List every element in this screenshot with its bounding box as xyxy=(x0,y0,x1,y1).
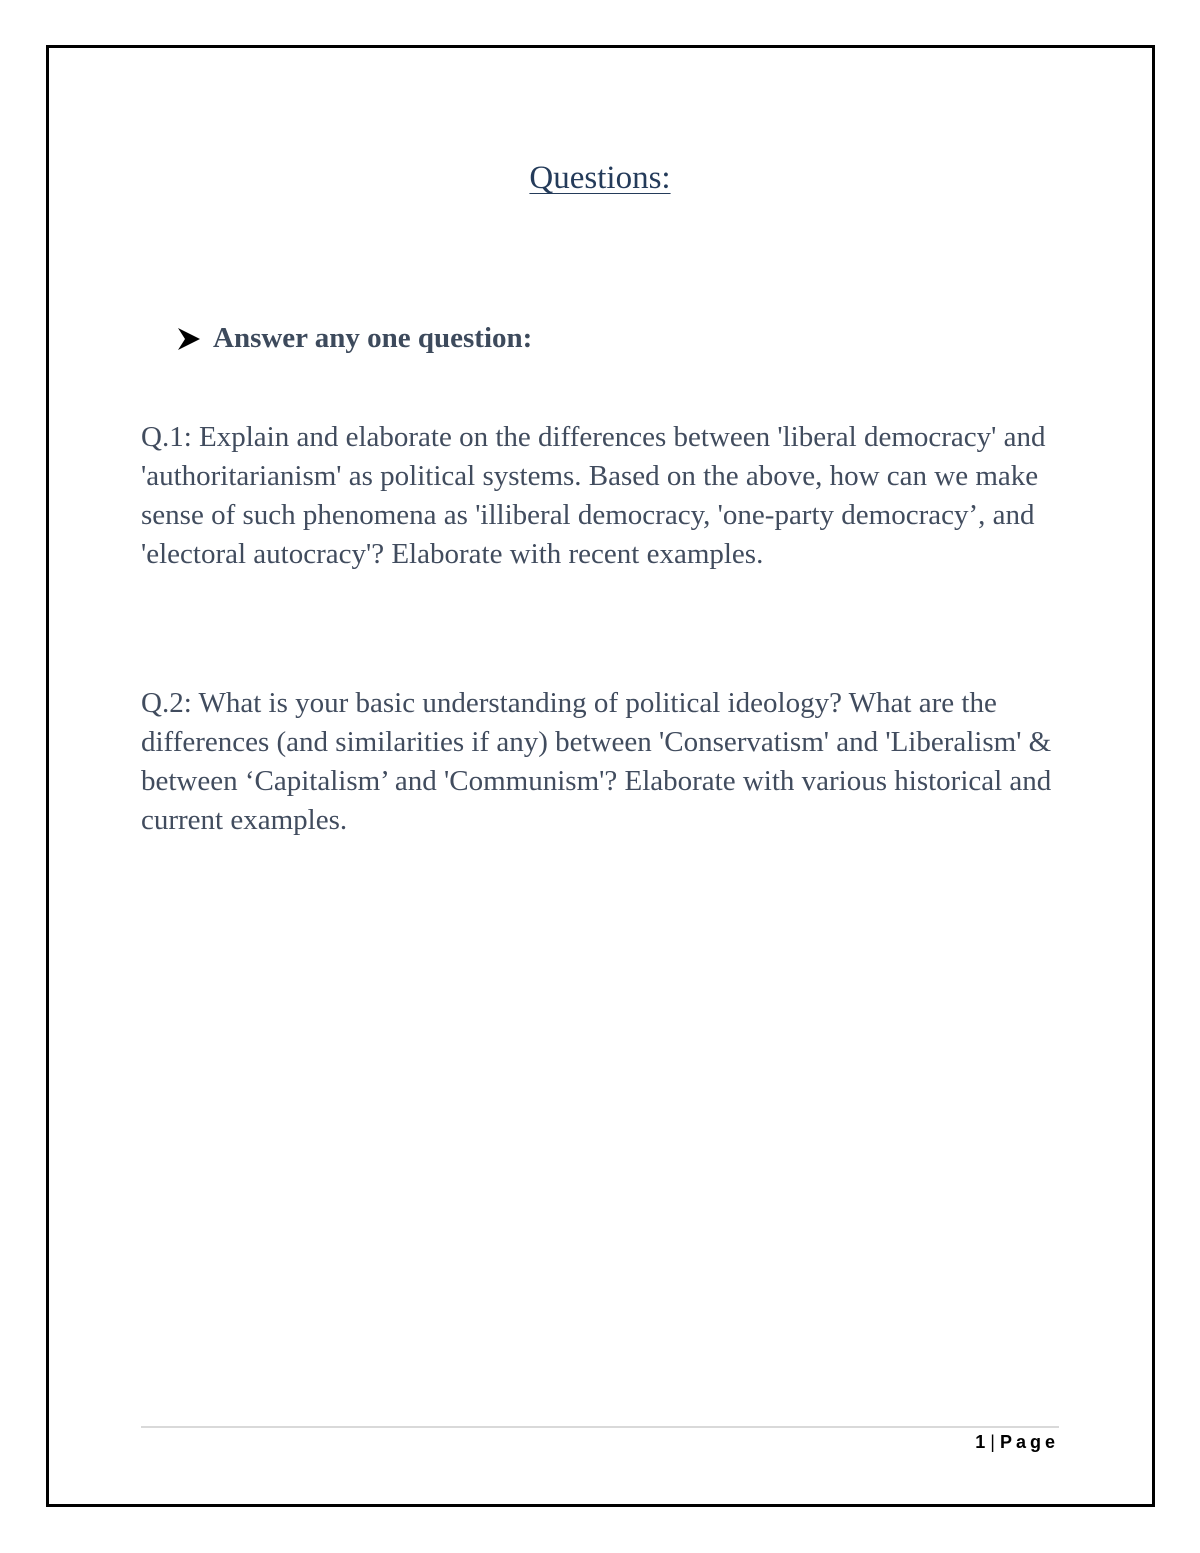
question-2: Q.2: What is your basic understanding of political ideology? What are the differences (and similarities if any) between 'Conservatism' and 'Liberalism' & between ‘Capitalism’ and 'Communism'? Elaborate with various historical and current examples. xyxy=(141,687,1052,836)
instruction xyxy=(176,322,532,355)
instruction-text: Answer any one question: xyxy=(213,322,533,354)
page-label: Page xyxy=(999,1432,1059,1452)
footer-divider xyxy=(141,1426,1059,1428)
page-number xyxy=(975,1432,1059,1453)
page-title xyxy=(0,160,1200,197)
question-1: Q.1: Explain and elaborate on the differences between 'liberal democracy' and 'authoritarianism' as political systems. Based on the above, how can we make sense of such phenomena as 'illiberal democracy, 'one-party democracy’, and 'electoral autocracy'? Elaborate with recent examples. xyxy=(141,421,1046,570)
page-number-separator: | xyxy=(990,1432,996,1452)
page-number-value: 1 xyxy=(975,1432,987,1452)
arrowhead-bullet-icon xyxy=(176,326,202,352)
page-title-text: Questions: xyxy=(529,160,671,196)
